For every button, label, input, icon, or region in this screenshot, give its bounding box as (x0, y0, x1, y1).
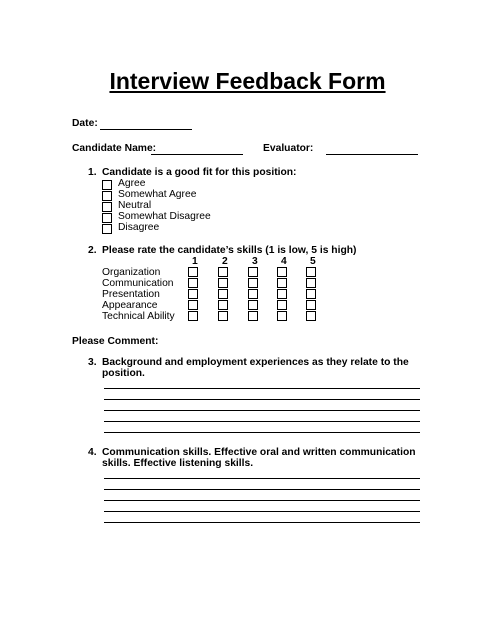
answer-line[interactable] (104, 421, 420, 422)
checkbox-somewhat-agree[interactable] (102, 191, 112, 201)
rating-checkbox[interactable] (306, 300, 316, 310)
skill-communication-label: Communication (102, 278, 174, 289)
skill-presentation-label: Presentation (102, 289, 160, 300)
scale-label-2: 2 (222, 256, 228, 267)
rating-checkbox[interactable] (218, 289, 228, 299)
option-somewhat-agree: Somewhat Agree (118, 189, 197, 200)
rating-checkbox[interactable] (248, 311, 258, 321)
rating-checkbox[interactable] (277, 300, 287, 310)
answer-line[interactable] (104, 511, 420, 512)
rating-checkbox[interactable] (218, 311, 228, 321)
question-2-text: Please rate the candidate’s skills (1 is low, 5 is high) (102, 245, 357, 256)
checkbox-somewhat-disagree[interactable] (102, 213, 112, 223)
rating-checkbox[interactable] (188, 300, 198, 310)
answer-line[interactable] (104, 522, 420, 523)
scale-label-1: 1 (192, 256, 198, 267)
question-3-number: 3. (88, 357, 97, 368)
rating-checkbox[interactable] (248, 278, 258, 288)
evaluator-label: Evaluator: (263, 143, 314, 154)
rating-checkbox[interactable] (306, 289, 316, 299)
answer-line[interactable] (104, 432, 420, 433)
date-label: Date: (72, 118, 98, 129)
question-3-text-line2: position. (102, 368, 145, 379)
question-4-text-line1: Communication skills. Effective oral and written communication (102, 447, 416, 458)
rating-checkbox[interactable] (248, 300, 258, 310)
rating-checkbox[interactable] (248, 267, 258, 277)
question-3-text-line1: Background and employment experiences as they relate to the (102, 357, 409, 368)
date-field[interactable] (100, 129, 192, 130)
rating-checkbox[interactable] (188, 267, 198, 277)
skill-appearance-label: Appearance (102, 300, 158, 311)
question-1-number: 1. (88, 167, 97, 178)
candidate-name-label: Candidate Name: (72, 143, 157, 154)
scale-label-5: 5 (310, 256, 316, 267)
answer-line[interactable] (104, 489, 420, 490)
evaluator-field[interactable] (326, 154, 418, 155)
rating-checkbox[interactable] (306, 278, 316, 288)
skill-organization-label: Organization (102, 267, 161, 278)
answer-line[interactable] (104, 388, 420, 389)
answer-line[interactable] (104, 478, 420, 479)
rating-checkbox[interactable] (277, 267, 287, 277)
rating-checkbox[interactable] (188, 278, 198, 288)
form-title: Interview Feedback Form (109, 68, 386, 94)
question-2-number: 2. (88, 245, 97, 256)
rating-checkbox[interactable] (248, 289, 258, 299)
rating-checkbox[interactable] (188, 289, 198, 299)
scale-label-4: 4 (281, 256, 287, 267)
question-4-text-line2: skills. Effective listening skills. (102, 458, 254, 469)
option-somewhat-disagree: Somewhat Disagree (118, 211, 211, 222)
option-neutral: Neutral (118, 200, 152, 211)
rating-checkbox[interactable] (218, 267, 228, 277)
skill-technical-ability-label: Technical Ability (102, 311, 175, 322)
option-agree: Agree (118, 178, 146, 189)
question-1-text: Candidate is a good fit for this position: (102, 167, 297, 178)
checkbox-agree[interactable] (102, 180, 112, 190)
rating-checkbox[interactable] (277, 278, 287, 288)
rating-checkbox[interactable] (306, 311, 316, 321)
answer-line[interactable] (104, 410, 420, 411)
question-4-number: 4. (88, 447, 97, 458)
checkbox-disagree[interactable] (102, 224, 112, 234)
candidate-name-field[interactable] (151, 154, 243, 155)
option-disagree: Disagree (118, 222, 160, 233)
rating-checkbox[interactable] (277, 311, 287, 321)
answer-line[interactable] (104, 399, 420, 400)
rating-checkbox[interactable] (218, 300, 228, 310)
comment-heading: Please Comment: (72, 336, 159, 347)
scale-label-3: 3 (252, 256, 258, 267)
checkbox-neutral[interactable] (102, 202, 112, 212)
answer-line[interactable] (104, 500, 420, 501)
rating-checkbox[interactable] (277, 289, 287, 299)
rating-checkbox[interactable] (218, 278, 228, 288)
rating-checkbox[interactable] (188, 311, 198, 321)
rating-checkbox[interactable] (306, 267, 316, 277)
